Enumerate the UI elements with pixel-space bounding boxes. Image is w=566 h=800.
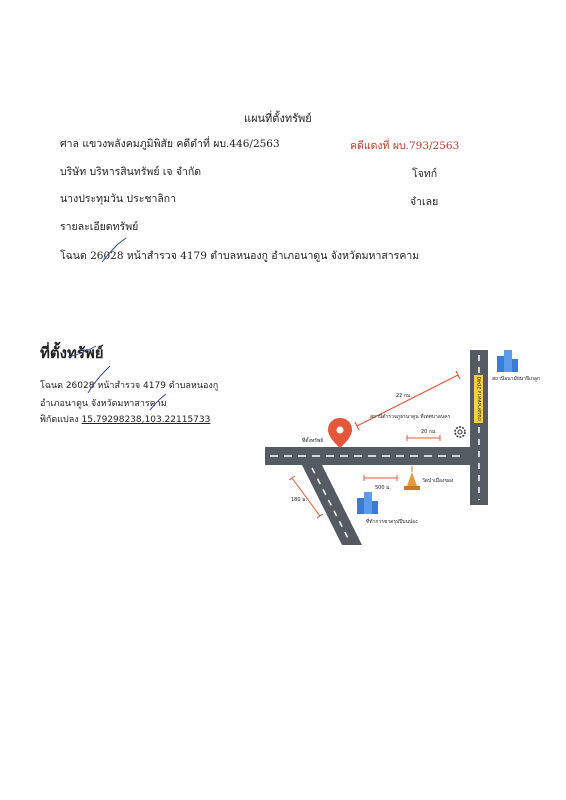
page-title: แผนที่ตั้งทรัพย์ [244, 112, 312, 125]
location-line-1: โฉนด 26028 หน้าสำรวจ 4179 ตำบลหนองกู [40, 381, 219, 391]
distance-label-temple: 500 ม. [375, 485, 392, 491]
distance-label-bottom: 180 ม. [291, 497, 308, 503]
distance-label-top: 22 กม. [396, 393, 412, 399]
diagonal-road [302, 465, 362, 545]
gear-icon [455, 427, 465, 437]
distance-label-mid: 20 กม. [421, 429, 437, 435]
plaintiff-role: โจทก์ [412, 168, 438, 180]
coordinates-value: 15.79298238,103.22115733 [81, 415, 211, 425]
plaintiff-name: บริษัท บริหารสินทรัพย์ เจ จำกัด [60, 166, 202, 178]
school-label: ที่ทำการชาดรุปปีบนปอง [366, 519, 418, 525]
school-building-icon [357, 492, 378, 514]
defendant-role: จำเลย [410, 196, 439, 208]
office-label: สถานีตำรวจภูธรนาดูน ที่เทศบาลนคร [370, 414, 451, 420]
hospital-label: สถานีอนามัยนาปิเกลูก [492, 376, 540, 382]
location-line-2: อำเภอนาดูน จังหวัดมหาสารคาม [40, 399, 167, 409]
temple-icon [404, 466, 420, 490]
coordinates-label: พิกัดแปลง [40, 415, 79, 425]
details-heading: รายละเอียดทรัพย์ [60, 221, 139, 233]
hospital-building-icon [497, 350, 518, 372]
property-label: ที่ตั้งทรัพย์ [302, 438, 324, 444]
court-case-line: ศาล แขวงพลังคมภูมิพิสัย คดีดำที่ ผบ.446/2563 [60, 138, 280, 150]
property-marker-center [337, 427, 344, 434]
property-details: โฉนด 26028 หน้าสำรวจ 4179 ตำบลหนองกู อำเภอนาดูน จังหวัดมหาสารคาม [60, 250, 420, 262]
location-heading: ที่ตั้งทรัพย์ [40, 344, 104, 362]
road-sign-text: ถนนทางหลวง 2040 [477, 376, 483, 421]
defendant-name: นางประทุมวัน ประชาลิกา [60, 193, 177, 205]
temple-label: วัดป่าเมืองของ [422, 478, 454, 484]
red-case-number: คดีแดงที่ ผบ.793/2563 [350, 140, 460, 152]
